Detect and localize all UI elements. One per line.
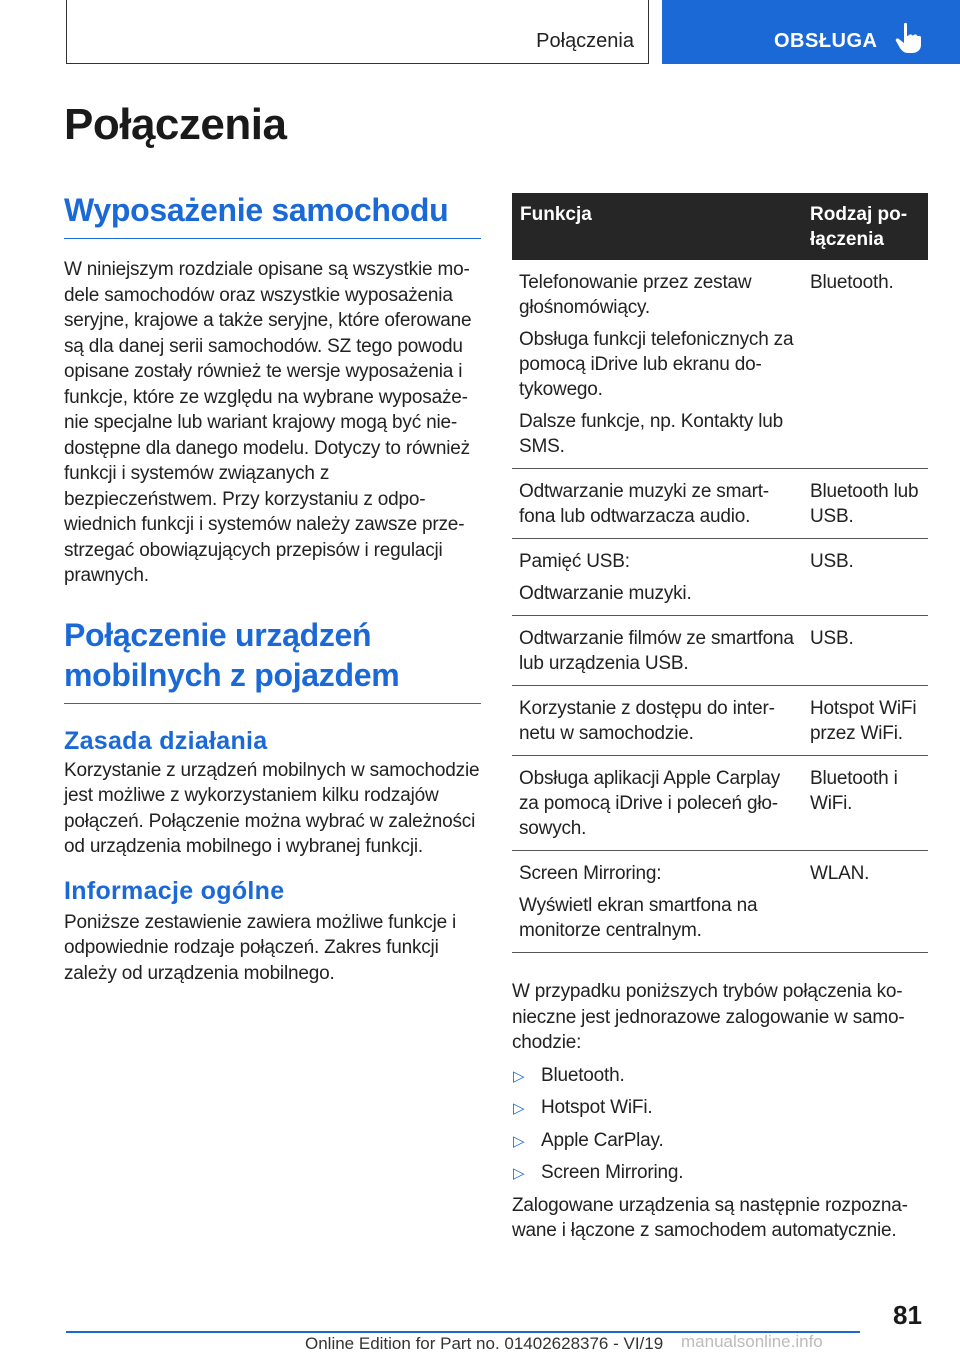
triangle-bullet-icon: ▷: [513, 1132, 525, 1150]
table-cell-connection-type: Hotspot WiFi przez WiFi.: [803, 686, 928, 756]
triangle-bullet-icon: ▷: [513, 1165, 525, 1182]
cell-line: Obsługa aplikacji Apple Carplay za pomocą iDrive i poleceń głosowych.: [519, 768, 781, 839]
table-header-row: [512, 193, 928, 260]
page-title: Połączenia: [64, 100, 287, 149]
list-item-text: Apple CarPlay.: [541, 1129, 664, 1151]
header-chapter-tab: [66, 0, 649, 64]
list-item: [512, 1063, 928, 1088]
table-header-function: Funkcja: [512, 193, 803, 260]
header-section-label: OBSŁUGA: [774, 30, 878, 52]
subheading-principle: Zasada działania: [64, 726, 268, 755]
table-cell-function: [512, 851, 803, 953]
list-item-text: Screen Mirroring.: [541, 1162, 684, 1183]
table-cell-connection-type: Bluetooth lub USB.: [803, 469, 928, 539]
cell-line: Odtwarzanie filmów ze smartfona lub urządzenia USB.: [519, 628, 794, 674]
table-cell-connection-type: USB.: [803, 616, 928, 686]
table-cell-function: [512, 260, 803, 469]
list-item: [512, 1128, 928, 1153]
table-header-connection-type: Rodzaj połączenia: [803, 193, 928, 260]
footer-watermark: manualsonline.info: [681, 1332, 823, 1351]
list-item: [512, 1160, 928, 1185]
header-chapter-label: Połączenia: [536, 30, 634, 52]
cell-line: Screen Mirroring:: [519, 863, 662, 884]
cell-line: Obsługa funkcji telefonicznych za pomocą iDrive lub ekranu dotykowego.: [519, 329, 794, 400]
subheading-general-info: Informacje ogólne: [64, 876, 285, 905]
table-cell-function: [512, 616, 803, 686]
table-cell-connection-type: Bluetooth.: [803, 260, 928, 469]
connection-table: [512, 193, 928, 953]
left-column: [64, 190, 481, 986]
login-intro-text: W przypadku poniższych trybów połączenia konieczne jest jednorazowe zalogowanie w samochodzie:: [512, 981, 905, 1053]
triangle-bullet-icon: ▷: [513, 1067, 525, 1085]
page-number: 81: [893, 1300, 922, 1330]
cell-line: Odtwarzanie muzyki ze smartfona lub odtwarzacza audio.: [519, 481, 770, 527]
table-cell-function: [512, 539, 803, 616]
cell-line: Telefonowanie przez zestaw głośnomówiący.: [519, 272, 752, 318]
table-row: [512, 756, 928, 851]
section-heading-mobile-connection: Połączenie urządzeń mobilnych z pojazdem: [64, 615, 481, 704]
right-column: [512, 193, 928, 1244]
triangle-bullet-icon: ▷: [513, 1100, 525, 1117]
principle-text: Korzystanie z urządzeń mobilnych w samochodzie jest możliwe z wykorzystaniem kilku rodzajów połączeń. Połączenie można wybrać w zależności od urządzenia mobilnego i wybranej funkcji.: [64, 759, 480, 857]
table-row: [512, 686, 928, 756]
cell-line: Pamięć USB:: [519, 551, 630, 572]
general-info-text: Poniższe zestawienie zawiera możliwe funkcje i odpowiednie rodzaje połączeń. Zakres funkcji zależy od urządzenia mobilnego.: [64, 911, 457, 984]
cell-line: Korzystanie z dostępu do internetu w samochodzie.: [519, 698, 775, 744]
table-row: [512, 469, 928, 539]
table-cell-connection-type: Bluetooth i WiFi.: [803, 756, 928, 851]
table-row: [512, 616, 928, 686]
closing-text: Zalogowane urządzenia są następnie rozpoznawane i łączone z samochodem automatycznie.: [512, 1194, 908, 1241]
list-item-text: Hotspot WiFi.: [541, 1097, 653, 1118]
list-item-text: Bluetooth.: [541, 1064, 625, 1086]
table-row: [512, 851, 928, 953]
table-cell-connection-type: USB.: [803, 539, 928, 616]
section-heading-equipment: Wyposażenie samochodu: [64, 190, 481, 239]
connection-mode-list: [512, 1063, 928, 1186]
table-cell-connection-type: WLAN.: [803, 851, 928, 953]
pointing-hand-icon: [895, 22, 921, 54]
table-row: [512, 539, 928, 616]
table-row: [512, 260, 928, 469]
cell-line: Wyświetl ekran smartfona na monitorze centralnym.: [519, 895, 758, 941]
cell-line: Odtwarzanie muzyki.: [519, 583, 692, 604]
table-cell-function: [512, 686, 803, 756]
equipment-text: W niniejszym rozdziale opisane są wszystkie modele samochodów oraz wszystkie wyposażenia seryjne, krajowe a także seryjne, które oferowane są dla danej serii samochodów. SZ tego powodu opisane zostały również te wersje wyposażenia i funkcje, które ze względu na wybrane wyposażenie specjalne lub wariant krajowy mogą być niedostępne dla danego modelu. Dotyczy to również funkcji i systemów związanych z bezpieczeństwem. Przy korzystaniu z odpowiednich funkcji i systemów należy zawsze przestrzegać obowiązujących przepisów i regulacji prawnych.: [64, 259, 472, 586]
header-section-tab[interactable]: [662, 0, 960, 64]
table-cell-function: [512, 469, 803, 539]
cell-line: Dalsze funkcje, np. Kontakty lub SMS.: [519, 411, 783, 457]
table-cell-function: [512, 756, 803, 851]
footer-edition: Online Edition for Part no. 01402628376 - VI/19: [305, 1334, 664, 1353]
list-item: [512, 1095, 928, 1120]
